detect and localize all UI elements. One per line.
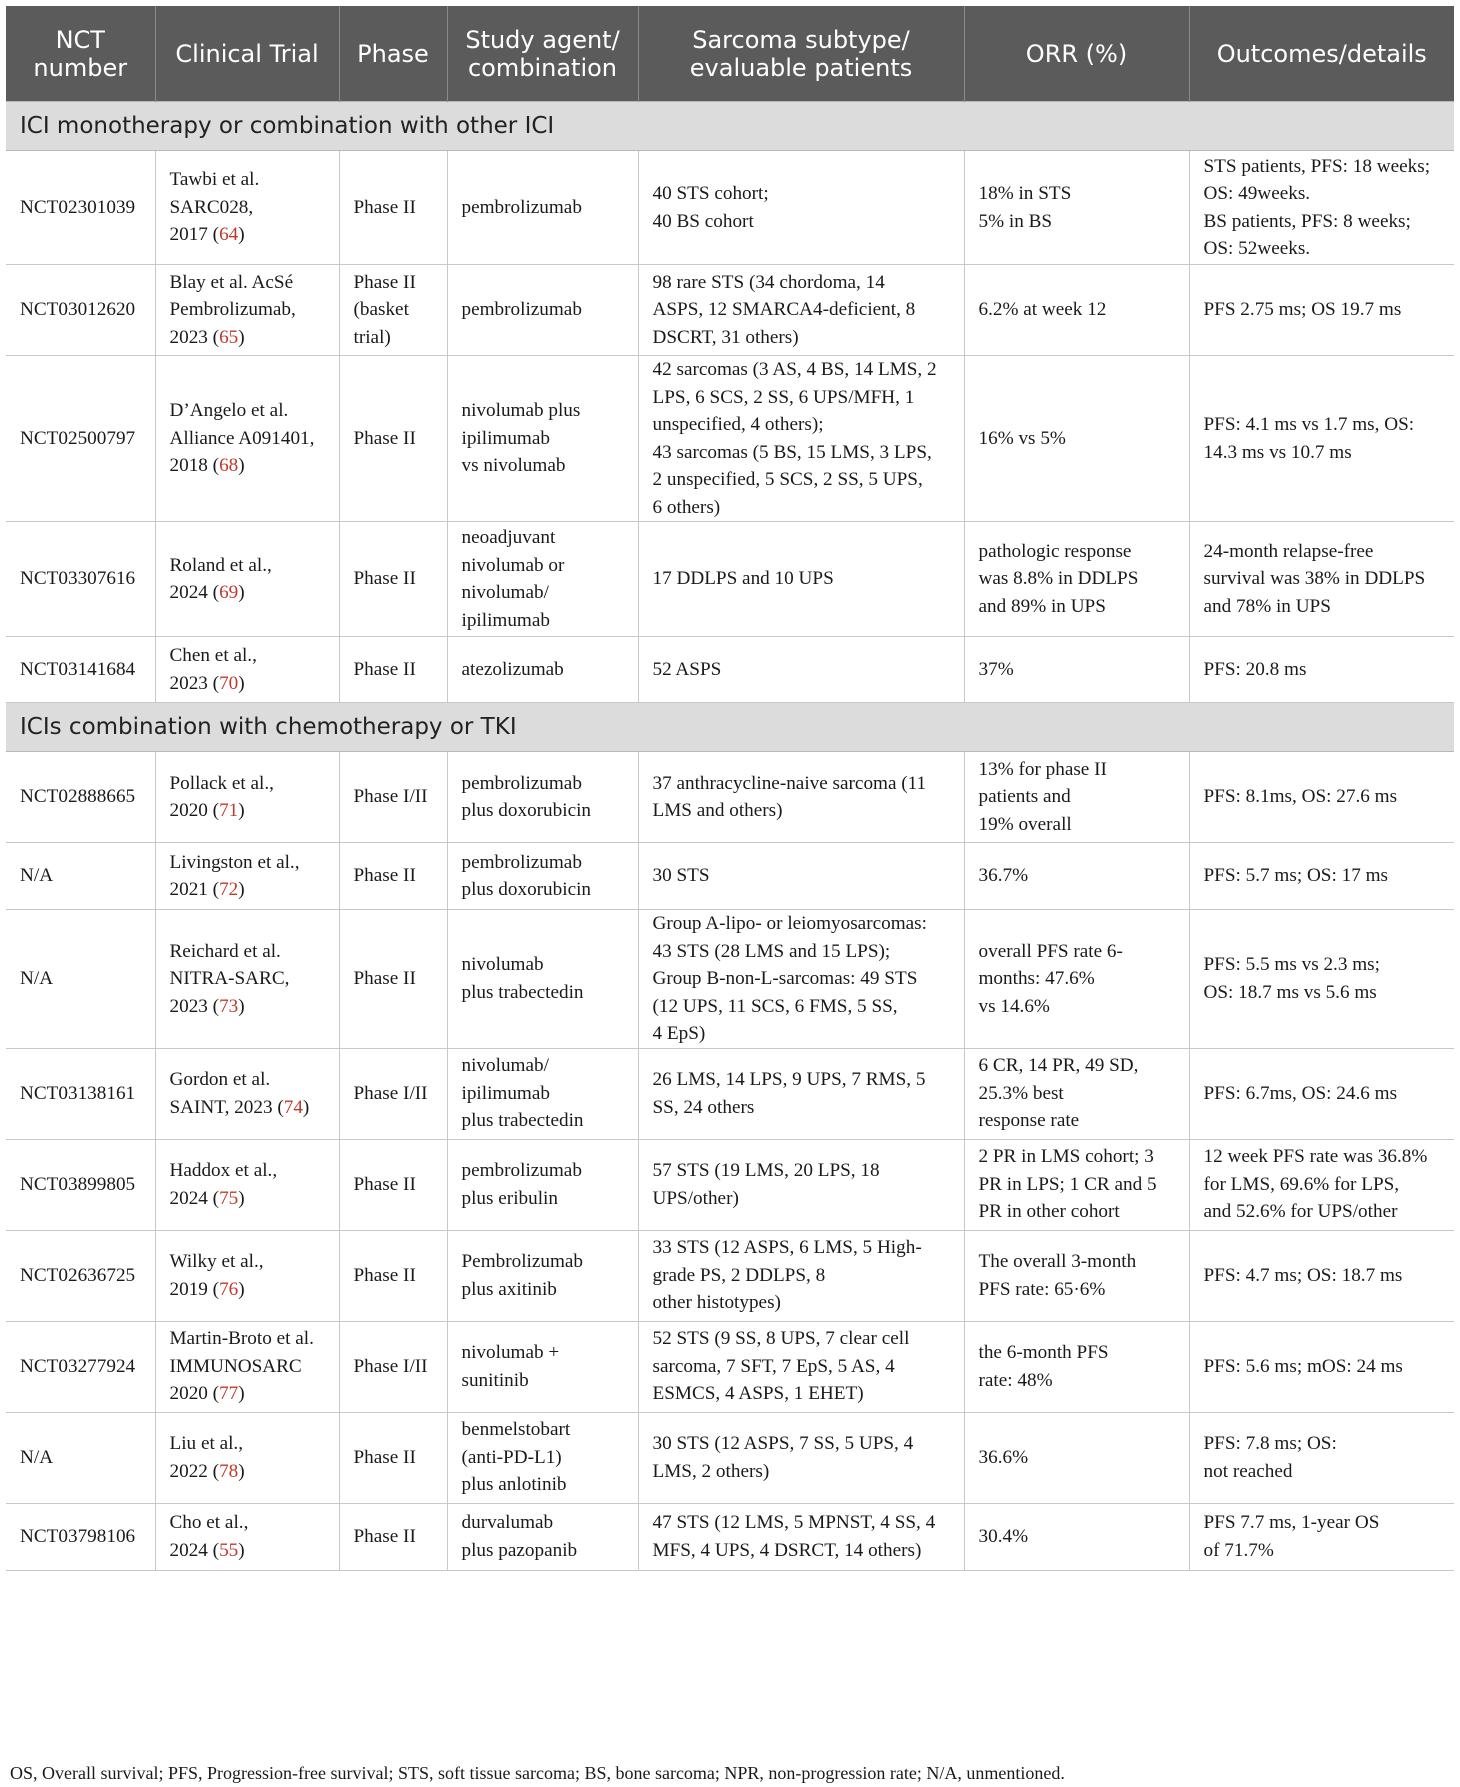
reference-link[interactable]: 77 [219,1383,239,1405]
cell-orr: 30.4% [964,1503,1189,1570]
reference-link[interactable]: 70 [219,672,239,694]
cell-clinical-trial [155,265,339,356]
trial-text: Haddox et al., 2024 ( [169,1160,278,1209]
table-header [6,6,1454,102]
cell-outcome: PFS 7.7 ms, 1-year OS of 71.7% [1189,1503,1454,1570]
closing-paren: ) [238,879,245,900]
section-row [6,703,1454,752]
closing-paren: ) [238,1539,245,1561]
cell-nct-number: NCT03277924 [6,1321,155,1412]
cell-orr: pathologic response was 8.8% in DDLPS and 89% in UPS [964,522,1189,637]
cell-clinical-trial [155,151,339,265]
cell-nct-number: N/A [6,843,155,910]
cell-phase: Phase I/II [339,1321,447,1412]
clinical-trials-table [6,6,1454,1571]
table-row [6,1503,1454,1570]
cell-outcome: 12 week PFS rate was 36.8% for LMS, 69.6% for LPS, and 52.6% for UPS/other [1189,1139,1454,1230]
table-row [6,1412,1454,1503]
closing-paren: ) [238,800,245,821]
cell-orr: 37% [964,637,1189,703]
closing-paren: ) [238,1460,245,1482]
cell-orr: The overall 3-month PFS rate: 65·6% [964,1230,1189,1321]
table-body [6,102,1454,1571]
cell-phase: Phase II [339,910,447,1049]
cell-outcome: PFS: 5.5 ms vs 2.3 ms; OS: 18.7 ms vs 5.6 ms [1189,910,1454,1049]
cell-phase: Phase II [339,1503,447,1570]
trial-text: D’Angelo et al. Alliance A091401, 2018 ( [169,400,315,477]
cell-nct-number: N/A [6,1412,155,1503]
header-nct: NCT number [6,6,155,102]
header-orr: ORR (%) [964,6,1189,102]
cell-sarcoma-subtype: 40 STS cohort; 40 BS cohort [638,151,964,265]
cell-study-agent: atezolizumab [447,637,638,703]
closing-paren: ) [238,224,245,246]
cell-nct-number: NCT03012620 [6,265,155,356]
cell-nct-number: NCT02301039 [6,151,155,265]
cell-sarcoma-subtype: Group A-lipo- or leiomyosarcomas: 43 STS (28 LMS and 15 LPS); Group B-non-L-sarcomas: 49 STS (12 UPS, 11 SCS, 6 FMS, 5 SS, 4 EpS) [638,910,964,1049]
reference-link[interactable]: 75 [219,1187,239,1209]
trial-text: Chen et al., 2023 ( [169,645,257,694]
table-row [6,1230,1454,1321]
trial-text: Wilky et al., 2019 ( [169,1251,264,1300]
cell-phase: Phase II [339,356,447,522]
cell-sarcoma-subtype: 47 STS (12 LMS, 5 MPNST, 4 SS, 4 MFS, 4 UPS, 4 DSRCT, 14 others) [638,1503,964,1570]
reference-link[interactable]: 76 [219,1278,239,1300]
cell-outcome: STS patients, PFS: 18 weeks; OS: 49weeks. BS patients, PFS: 8 weeks; OS: 52weeks. [1189,151,1454,265]
cell-clinical-trial [155,910,339,1049]
cell-phase: Phase II [339,843,447,910]
trial-text: Livingston et al., 2021 ( [169,851,300,900]
cell-nct-number: NCT03138161 [6,1048,155,1139]
trial-text: Martin-Broto et al. IMMUNOSARC 2020 ( [169,1328,314,1405]
cell-clinical-trial [155,1503,339,1570]
cell-sarcoma-subtype: 52 ASPS [638,637,964,703]
cell-phase: Phase II [339,1139,447,1230]
table-container [6,6,1454,1571]
cell-outcome: PFS: 4.1 ms vs 1.7 ms, OS: 14.3 ms vs 10.7 ms [1189,356,1454,522]
header-agent: Study agent/ combination [447,6,638,102]
header-trial: Clinical Trial [155,6,339,102]
closing-paren: ) [238,582,245,603]
cell-orr: the 6-month PFS rate: 48% [964,1321,1189,1412]
trial-text: Gordon et al. SAINT, 2023 ( [169,1069,284,1118]
reference-link[interactable]: 64 [219,224,239,246]
cell-clinical-trial [155,843,339,910]
closing-paren: ) [238,1383,245,1405]
cell-phase: Phase I/II [339,752,447,843]
reference-link[interactable]: 55 [219,1539,239,1561]
cell-outcome: PFS: 8.1ms, OS: 27.6 ms [1189,752,1454,843]
reference-link[interactable]: 74 [283,1096,303,1118]
table-row [6,522,1454,637]
cell-clinical-trial [155,1139,339,1230]
cell-nct-number: NCT02636725 [6,1230,155,1321]
trial-text: Liu et al., 2022 ( [169,1433,244,1482]
cell-outcome: PFS: 6.7ms, OS: 24.6 ms [1189,1048,1454,1139]
cell-clinical-trial [155,1230,339,1321]
cell-orr: overall PFS rate 6- months: 47.6% vs 14.6% [964,910,1189,1049]
reference-link[interactable]: 65 [219,326,239,348]
cell-outcome: PFS: 5.6 ms; mOS: 24 ms [1189,1321,1454,1412]
table-row [6,356,1454,522]
reference-link[interactable]: 71 [219,800,239,821]
cell-nct-number: NCT02500797 [6,356,155,522]
cell-nct-number: NCT03798106 [6,1503,155,1570]
cell-orr: 36.6% [964,1412,1189,1503]
header-outcome: Outcomes/details [1189,6,1454,102]
cell-sarcoma-subtype: 30 STS [638,843,964,910]
cell-outcome: PFS: 5.7 ms; OS: 17 ms [1189,843,1454,910]
cell-nct-number: NCT03141684 [6,637,155,703]
closing-paren: ) [238,455,245,477]
cell-clinical-trial [155,356,339,522]
cell-phase: Phase I/II [339,1048,447,1139]
section-title: ICIs combination with chemotherapy or TKI [6,703,1454,752]
trial-text: Reichard et al. NITRA-SARC, 2023 ( [169,940,290,1017]
cell-clinical-trial [155,1412,339,1503]
table-row [6,752,1454,843]
cell-phase: Phase II (basket trial) [339,265,447,356]
section-title: ICI monotherapy or combination with other ICI [6,102,1454,151]
cell-orr: 6.2% at week 12 [964,265,1189,356]
cell-sarcoma-subtype: 37 anthracycline-naive sarcoma (11 LMS and others) [638,752,964,843]
cell-orr: 6 CR, 14 PR, 49 SD, 25.3% best response rate [964,1048,1189,1139]
table-footnote: OS, Overall survival; PFS, Progression-free survival; STS, soft tissue sarcoma; BS, bone sarcoma; NPR, non-progression rate; N/A, unmentioned. [10,1763,1065,1783]
reference-link[interactable]: 78 [219,1460,239,1482]
cell-sarcoma-subtype: 17 DDLPS and 10 UPS [638,522,964,637]
trial-text: Tawbi et al. SARC028, 2017 ( [169,169,260,246]
table-row [6,843,1454,910]
cell-orr: 13% for phase II patients and 19% overall [964,752,1189,843]
cell-study-agent: pembrolizumab plus doxorubicin [447,752,638,843]
cell-study-agent: nivolumab + sunitinib [447,1321,638,1412]
cell-orr: 18% in STS 5% in BS [964,151,1189,265]
table-row [6,910,1454,1049]
table-row [6,1048,1454,1139]
cell-clinical-trial [155,1321,339,1412]
cell-sarcoma-subtype: 33 STS (12 ASPS, 6 LMS, 5 High- grade PS, 2 DDLPS, 8 other histotypes) [638,1230,964,1321]
cell-nct-number: NCT02888665 [6,752,155,843]
cell-study-agent: pembrolizumab [447,151,638,265]
cell-outcome: PFS: 4.7 ms; OS: 18.7 ms [1189,1230,1454,1321]
cell-phase: Phase II [339,637,447,703]
cell-orr: 36.7% [964,843,1189,910]
table-row [6,1321,1454,1412]
cell-nct-number: NCT03899805 [6,1139,155,1230]
cell-study-agent: pembrolizumab plus eribulin [447,1139,638,1230]
cell-phase: Phase II [339,1230,447,1321]
cell-phase: Phase II [339,1412,447,1503]
cell-study-agent: nivolumab plus ipilimumab vs nivolumab [447,356,638,522]
reference-link[interactable]: 68 [219,455,239,477]
cell-study-agent: nivolumab/ ipilimumab plus trabectedin [447,1048,638,1139]
header-subtype: Sarcoma subtype/ evaluable patients [638,6,964,102]
trial-text: Roland et al., 2024 ( [169,554,272,603]
table-row [6,1139,1454,1230]
cell-sarcoma-subtype: 42 sarcomas (3 AS, 4 BS, 14 LMS, 2 LPS, 6 SCS, 2 SS, 6 UPS/MFH, 1 unspecified, 4 others); 43 sarcomas (5 BS, 15 LMS, 3 LPS, 2 unspecified, 5 SCS, 2 SS, 5 UPS, 6 others) [638,356,964,522]
cell-orr: 16% vs 5% [964,356,1189,522]
table-row [6,637,1454,703]
cell-nct-number: NCT03307616 [6,522,155,637]
cell-sarcoma-subtype: 98 rare STS (34 chordoma, 14 ASPS, 12 SMARCA4-deficient, 8 DSCRT, 31 others) [638,265,964,356]
cell-sarcoma-subtype: 57 STS (19 LMS, 20 LPS, 18 UPS/other) [638,1139,964,1230]
closing-paren: ) [238,326,245,348]
cell-outcome: 24-month relapse-free survival was 38% in DDLPS and 78% in UPS [1189,522,1454,637]
cell-orr: 2 PR in LMS cohort; 3 PR in LPS; 1 CR and 5 PR in other cohort [964,1139,1189,1230]
cell-clinical-trial [155,522,339,637]
reference-link[interactable]: 72 [219,879,239,900]
cell-sarcoma-subtype: 52 STS (9 SS, 8 UPS, 7 clear cell sarcoma, 7 SFT, 7 EpS, 5 AS, 4 ESMCS, 4 ASPS, 1 EHET) [638,1321,964,1412]
header-phase: Phase [339,6,447,102]
table-row [6,151,1454,265]
reference-link[interactable]: 73 [219,995,239,1017]
cell-clinical-trial [155,637,339,703]
closing-paren: ) [302,1096,310,1118]
cell-phase: Phase II [339,151,447,265]
section-row [6,102,1454,151]
trial-text: Blay et al. AcSé Pembrolizumab, 2023 ( [169,271,296,348]
cell-clinical-trial [155,1048,339,1139]
cell-outcome: PFS: 20.8 ms [1189,637,1454,703]
cell-study-agent: pembrolizumab [447,265,638,356]
cell-study-agent: nivolumab plus trabectedin [447,910,638,1049]
cell-clinical-trial [155,752,339,843]
closing-paren: ) [238,1278,245,1300]
table-row [6,265,1454,356]
cell-sarcoma-subtype: 30 STS (12 ASPS, 7 SS, 5 UPS, 4 LMS, 2 others) [638,1412,964,1503]
reference-link[interactable]: 69 [219,582,239,603]
cell-study-agent: pembrolizumab plus doxorubicin [447,843,638,910]
closing-paren: ) [238,995,245,1017]
trial-text: Cho et al., 2024 ( [169,1512,249,1561]
cell-study-agent: benmelstobart (anti-PD-L1) plus anlotinib [447,1412,638,1503]
closing-paren: ) [238,672,245,694]
cell-study-agent: durvalumab plus pazopanib [447,1503,638,1570]
cell-sarcoma-subtype: 26 LMS, 14 LPS, 9 UPS, 7 RMS, 5 SS, 24 others [638,1048,964,1139]
cell-nct-number: N/A [6,910,155,1049]
trial-text: Pollack et al., 2020 ( [169,772,274,821]
cell-outcome: PFS: 7.8 ms; OS: not reached [1189,1412,1454,1503]
cell-phase: Phase II [339,522,447,637]
cell-study-agent: Pembrolizumab plus axitinib [447,1230,638,1321]
cell-study-agent: neoadjuvant nivolumab or nivolumab/ ipilimumab [447,522,638,637]
closing-paren: ) [238,1187,245,1209]
cell-outcome: PFS 2.75 ms; OS 19.7 ms [1189,265,1454,356]
